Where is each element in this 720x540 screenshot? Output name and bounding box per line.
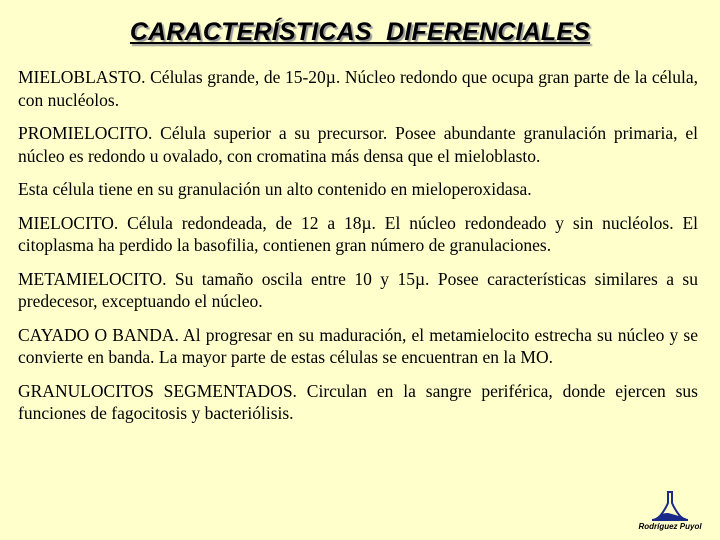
paragraph-cayado: CAYADO O BANDA. Al progresar en su maduración, el metamielocito estrecha su núcleo y se convierte en banda. La mayor parte de estas células se encuentran en la MO.: [18, 324, 698, 367]
flask-logo-icon: [648, 490, 692, 522]
page-title: CARACTERÍSTICAS DIFERENCIALES: [129, 18, 591, 46]
paragraph-promielocito: PROMIELOCITO. Célula superior a su precursor. Posee abundante granulación primaria, el núcleo es redondo u ovalado, con cromatina más densa que el mieloblasto.: [18, 123, 698, 166]
content-body: [18, 66, 698, 436]
author-signature: [630, 490, 710, 534]
paragraph-mielocito: MIELOCITO. Célula redondeada, de 12 a 18µ. El núcleo redondeado y sin nucléolos. El citoplasma ha perdido la basofilia, contienen gran número de granulaciones.: [18, 212, 698, 255]
signature-text: Rodríguez Puyol: [638, 522, 702, 531]
paragraph-segmentados: GRANULOCITOS SEGMENTADOS. Circulan en la sangre periférica, donde ejercen sus funciones de fagocitosis y bacteriólisis.: [18, 380, 698, 423]
paragraph-metamielocito: METAMIELOCITO. Su tamaño oscila entre 10 y 15µ. Posee características similares a su predecesor, exceptuando el núcleo.: [18, 268, 698, 311]
paragraph-mieloperoxidasa: Esta célula tiene en su granulación un alto contenido en mieloperoxidasa.: [18, 179, 532, 199]
paragraph-mieloblasto: MIELOBLASTO. Células grande, de 15-20µ. Núcleo redondo que ocupa gran parte de la célula, con nucléolos.: [18, 67, 698, 110]
